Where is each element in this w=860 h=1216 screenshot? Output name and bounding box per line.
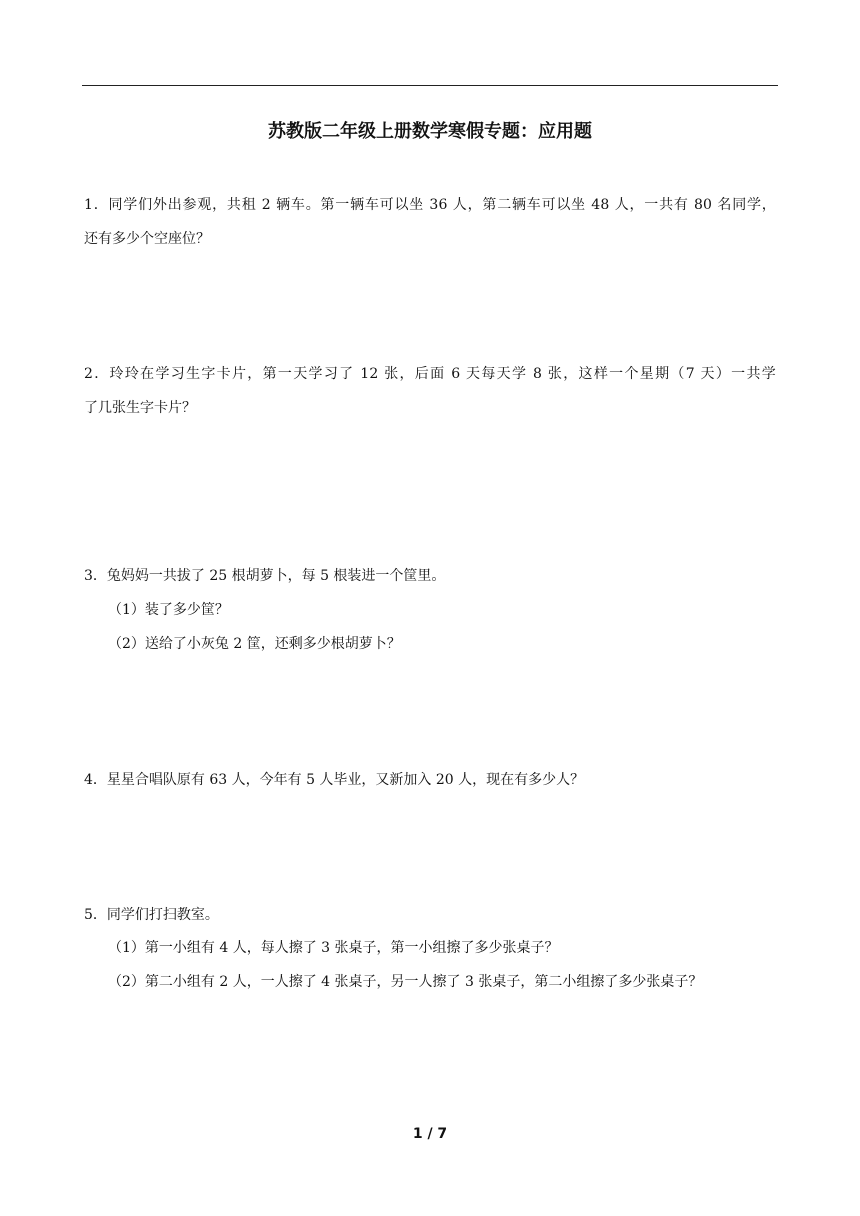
question-3-part-1: （1）装了多少筐？ xyxy=(108,602,229,618)
question-2-line-2: 了几张生字卡片？ xyxy=(84,400,196,416)
header-rule xyxy=(82,85,778,86)
page-number: 1 / 7 xyxy=(412,1126,448,1142)
question-5-part-1: （1）第一小组有 4 人，每人擦了 3 张桌子，第一小组擦了多少张桌子？ xyxy=(108,940,559,956)
question-5-stem: 5．同学们打扫教室。 xyxy=(84,907,219,923)
page-title: 苏教版二年级上册数学寒假专题：应用题 xyxy=(268,121,592,142)
question-3-part-2: （2）送给了小灰兔 2 筐，还剩多少根胡萝卜？ xyxy=(108,636,401,652)
question-3-stem: 3．兔妈妈一共拔了 25 根胡萝卜，每 5 根装进一个筐里。 xyxy=(84,568,446,584)
question-2-line-1: 2．玲玲在学习生字卡片，第一天学习了 12 张，后面 6 天每天学 8 张，这样一个星期（7 天）一共学 xyxy=(84,366,776,382)
question-1-line-2: 还有多少个空座位？ xyxy=(84,231,210,247)
question-1-line-1: 1．同学们外出参观，共租 2 辆车。第一辆车可以坐 36 人，第二辆车可以坐 48 人，一共有 80 名同学， xyxy=(84,197,776,213)
question-4-stem: 4．星星合唱队原有 63 人，今年有 5 人毕业，又新加入 20 人，现在有多少人？ xyxy=(84,772,585,788)
question-5-part-2: （2）第二小组有 2 人，一人擦了 4 张桌子，另一人擦了 3 张桌子，第二小组擦了多少张桌子？ xyxy=(108,974,703,990)
